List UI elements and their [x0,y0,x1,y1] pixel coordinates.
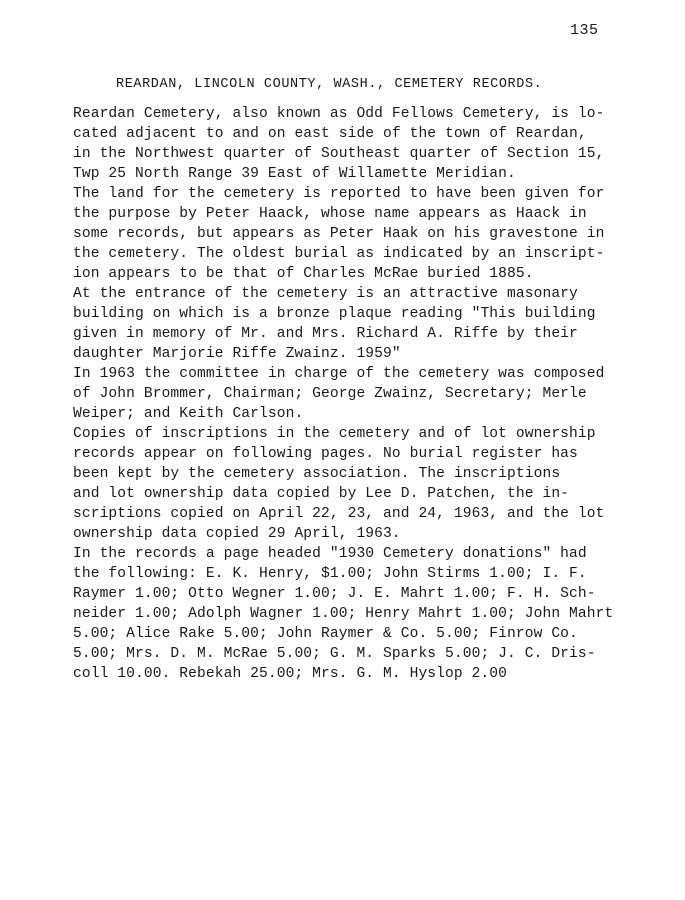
text-line: the purpose by Peter Haack, whose name appears as Haack in [73,206,587,222]
text-line: ion appears to be that of Charles McRae buried 1885. [73,266,534,282]
text-line: Raymer 1.00; Otto Wegner 1.00; J. E. Mahrt 1.00; F. H. Sch- [73,586,596,602]
text-line: Weiper; and Keith Carlson. [73,406,304,422]
text-line: the following: E. K. Henry, $1.00; John Stirms 1.00; I. F. [73,566,587,582]
text-line: of John Brommer, Chairman; George Zwainz, Secretary; Merle [73,386,587,402]
text-line: been kept by the cemetery association. The inscriptions [73,466,561,482]
text-line: Reardan Cemetery, also known as Odd Fellows Cemetery, is lo- [73,106,605,122]
text-line: The land for the cemetery is reported to have been given for [73,186,605,202]
text-line: In 1963 the committee in charge of the cemetery was composed [73,366,605,382]
text-line: building on which is a bronze plaque reading "This building [73,306,596,322]
text-line: neider 1.00; Adolph Wagner 1.00; Henry Mahrt 1.00; John Mahrt [73,606,614,622]
text-line: 5.00; Alice Rake 5.00; John Raymer & Co. 5.00; Finrow Co. [73,626,578,642]
text-line: in the Northwest quarter of Southeast quarter of Section 15, [73,146,605,162]
text-line: ownership data copied 29 April, 1963. [73,526,401,542]
text-line: the cemetery. The oldest burial as indicated by an inscript- [73,246,605,262]
document-title: REARDAN, LINCOLN COUNTY, WASH., CEMETERY RECORDS. [116,77,543,92]
text-line: 5.00; Mrs. D. M. McRae 5.00; G. M. Sparks 5.00; J. C. Dris- [73,646,596,662]
text-line: Twp 25 North Range 39 East of Willamette Meridian. [73,166,516,182]
text-line: and lot ownership data copied by Lee D. Patchen, the in- [73,486,570,502]
text-line: records appear on following pages. No burial register has [73,446,578,462]
text-line: some records, but appears as Peter Haak on his gravestone in [73,226,605,242]
text-line: given in memory of Mr. and Mrs. Richard A. Riffe by their [73,326,578,342]
text-line: Copies of inscriptions in the cemetery and of lot ownership [73,426,596,442]
text-line: cated adjacent to and on east side of the town of Reardan, [73,126,587,142]
text-line: At the entrance of the cemetery is an attractive masonary [73,286,578,302]
text-line: daughter Marjorie Riffe Zwainz. 1959" [73,346,401,362]
text-line: scriptions copied on April 22, 23, and 24, 1963, and the lot [73,506,605,522]
text-line: coll 10.00. Rebekah 25.00; Mrs. G. M. Hyslop 2.00 [73,666,508,682]
page-number: 135 [570,22,599,39]
text-line: In the records a page headed "1930 Cemetery donations" had [73,546,587,562]
